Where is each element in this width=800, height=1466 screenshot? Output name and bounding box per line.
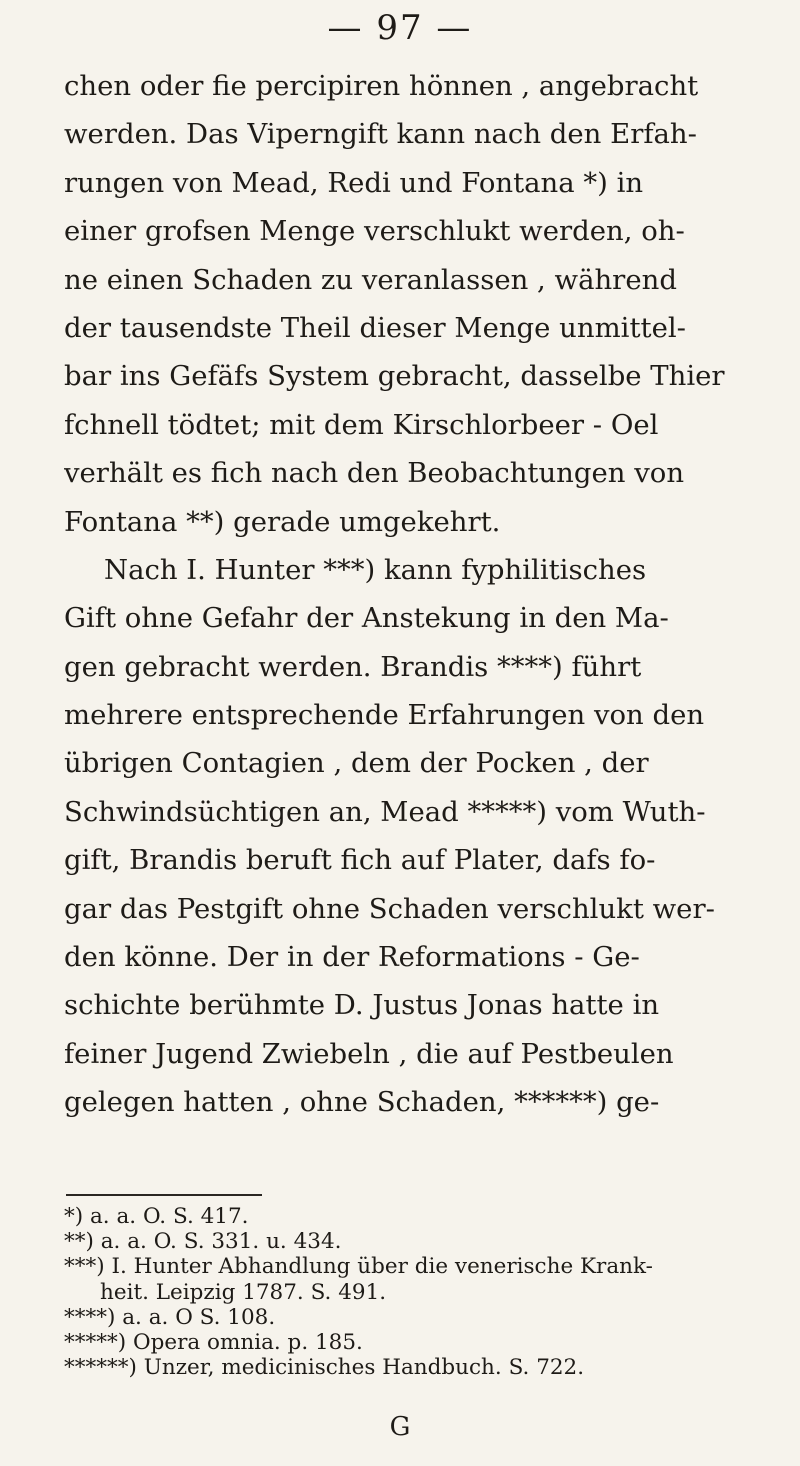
body-text [64, 62, 760, 1127]
text-line: fchnell tödtet; mit dem Kirschlorbeer - Oel [64, 408, 659, 441]
footnote: *) a. a. O. S. 417. [64, 1204, 249, 1229]
text-line-paragraph-start: Nach I. Hunter ***) kann fyphilitisches [104, 553, 647, 586]
text-line: schichte berühmte D. Justus Jonas hatte in [64, 989, 660, 1022]
text-line: werden. Das Viperngift kann nach den Erfah- [64, 118, 697, 151]
text-line: Fontana **) gerade umgekehrt. [64, 505, 501, 538]
footnote: *****) Opera omnia. p. 185. [64, 1330, 363, 1356]
text-line: der tausendste Theil dieser Menge unmittel- [64, 311, 686, 344]
footnotes [64, 1204, 764, 1380]
page-number: — 97 — [327, 8, 473, 48]
text-line: Gift ohne Gefahr der Anstekung in den Ma- [64, 602, 669, 635]
text-line: mehrere entsprechende Erfahrungen von den [64, 699, 705, 732]
footnote: ****) a. a. O S. 108. [64, 1304, 276, 1330]
footnote: **) a. a. O. S. 331. u. 434. [64, 1229, 342, 1255]
text-line: chen oder fie percipiren hönnen , angebracht [64, 70, 699, 102]
signature-mark: G [389, 1412, 411, 1442]
text-line: einer grofsen Menge verschlukt werden, oh- [64, 215, 685, 248]
text-line: gift, Brandis beruft fich auf Plater, dafs fo- [64, 844, 656, 877]
text-line: den könne. Der in der Reformations - Ge- [64, 941, 640, 974]
footnote: ******) Unzer, medicinisches Handbuch. S. 722. [64, 1355, 585, 1381]
text-line: übrigen Contagien , dem der Pocken , der [64, 747, 649, 780]
text-line: rungen von Mead, Redi und Fontana *) in [64, 166, 644, 199]
text-line: gar das Pestgift ohne Schaden verschlukt wer- [64, 892, 715, 925]
text-line: gen gebracht werden. Brandis ****) führt [64, 650, 642, 683]
text-line: verhält es fich nach den Beobachtungen von [64, 457, 685, 490]
text-line: Schwindsüchtigen an, Mead *****) vom Wuth- [64, 795, 706, 828]
text-line: bar ins Gefäfs System gebracht, dasselbe Thier [64, 360, 725, 393]
footnote: ***) I. Hunter Abhandlung über die venerische Krank- [64, 1254, 653, 1280]
footnote-continuation: heit. Leipzig 1787. S. 491. [100, 1279, 387, 1305]
footnote-divider [66, 1194, 262, 1196]
text-line: ne einen Schaden zu veranlassen , während [64, 263, 677, 296]
text-line: gelegen hatten , ohne Schaden, ******) ge- [64, 1086, 660, 1119]
text-line: feiner Jugend Zwiebeln , die auf Pestbeulen [64, 1037, 674, 1070]
